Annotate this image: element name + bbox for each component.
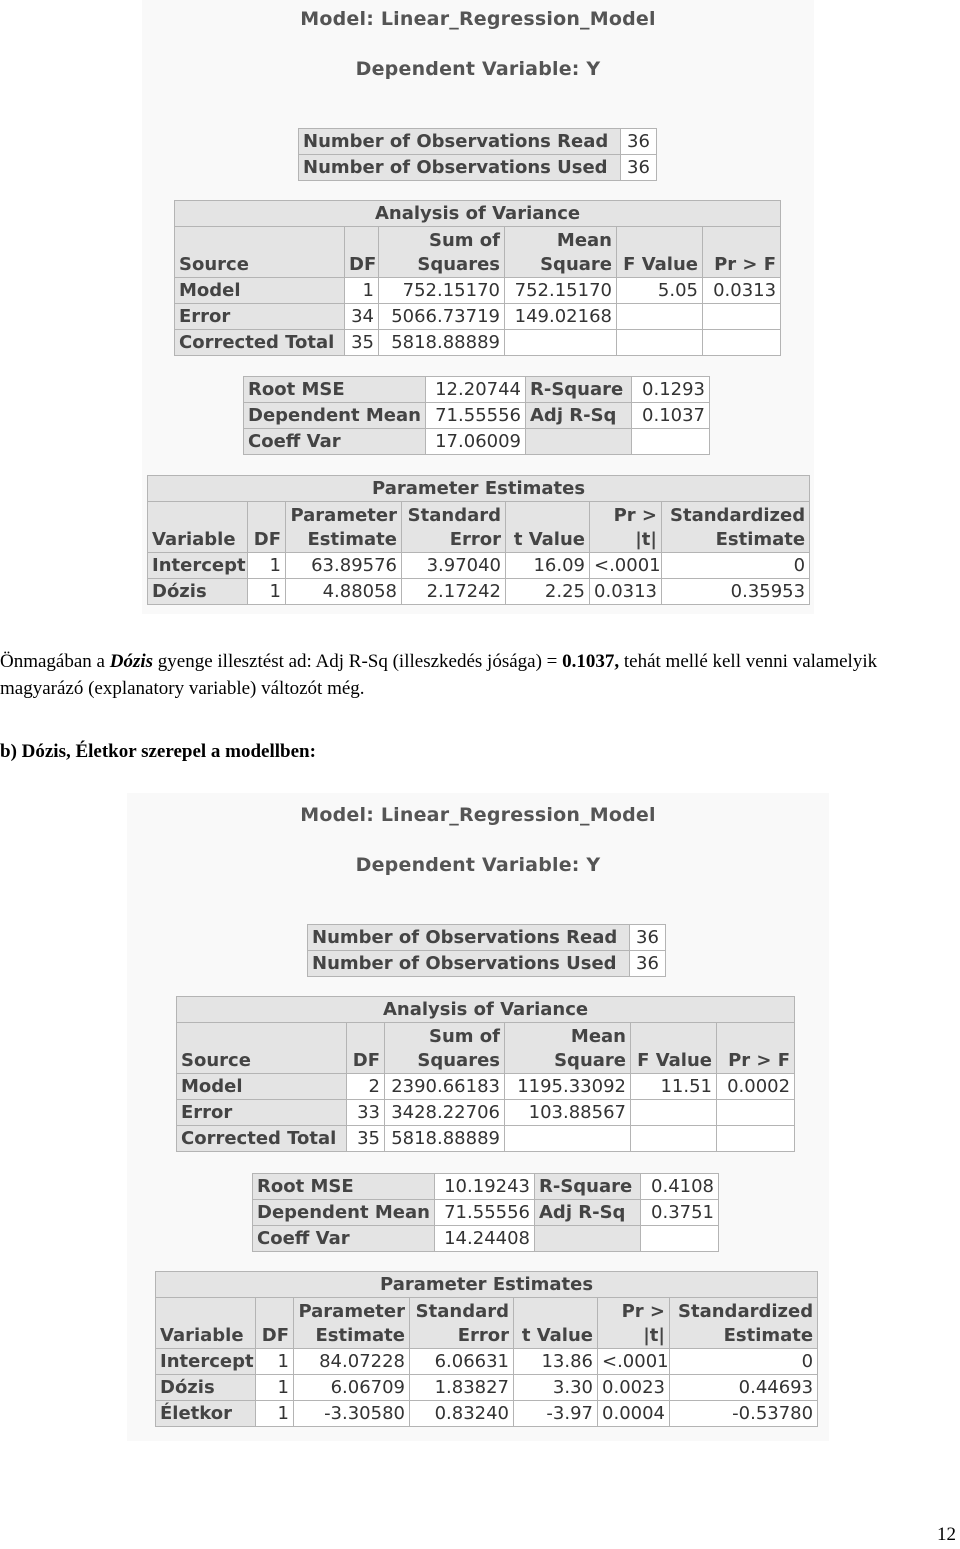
cell: 0 (670, 1349, 818, 1375)
fit-label: Coeff Var (244, 429, 426, 455)
cell: 0.0023 (598, 1375, 670, 1401)
table-row (253, 1226, 719, 1252)
fit-label: Dependent Mean (244, 403, 426, 429)
cell: -0.53780 (670, 1401, 818, 1427)
obs-read-value: 36 (621, 129, 657, 155)
col-header: F Value (617, 227, 703, 278)
fit-label (535, 1226, 641, 1252)
fit-value: 17.06009 (426, 429, 526, 455)
cell: 6.06709 (294, 1375, 410, 1401)
col-header: Source (177, 1023, 347, 1074)
cell: 5.05 (617, 278, 703, 304)
fit-value (641, 1226, 719, 1252)
cell: 63.89576 (286, 553, 402, 579)
col-header: DF (345, 227, 379, 278)
table-row (244, 403, 710, 429)
fit-value: 0.1293 (632, 377, 710, 403)
cell: -3.30580 (294, 1401, 410, 1427)
fit-label: Dependent Mean (253, 1200, 435, 1226)
anova-table (174, 200, 781, 356)
fit-value (632, 429, 710, 455)
cell: 5818.88889 (385, 1126, 505, 1152)
fit-label: Coeff Var (253, 1226, 435, 1252)
text-span: tehát mellé kell venni valamelyik magyarázó (explanatory variable) változót még. (0, 651, 878, 699)
cell: 0.0004 (598, 1401, 670, 1427)
fit-label: R-Square (526, 377, 632, 403)
cell (703, 330, 781, 356)
col-header: Mean Square (505, 227, 617, 278)
obs-used-value: 36 (630, 951, 666, 977)
fit-value: 0.1037 (632, 403, 710, 429)
cell: 2.17242 (402, 579, 506, 605)
col-header: Standard Error (410, 1298, 514, 1349)
cell: 0.44693 (670, 1375, 818, 1401)
cell: 0.0313 (703, 278, 781, 304)
cell (617, 330, 703, 356)
cell: 2390.66183 (385, 1074, 505, 1100)
col-header: Variable (156, 1298, 256, 1349)
params-title: Parameter Estimates (156, 1272, 818, 1298)
table-row (156, 1375, 818, 1401)
sas-output-1 (142, 0, 814, 614)
model-title: Model: Linear_Regression_Model (300, 804, 656, 826)
cell: <.0001 (598, 1349, 670, 1375)
col-header: Sum of Squares (385, 1023, 505, 1074)
col-header: DF (256, 1298, 294, 1349)
table-row (175, 330, 781, 356)
fit-value: 14.24408 (435, 1226, 535, 1252)
table-row (177, 1100, 795, 1126)
col-header: DF (248, 502, 286, 553)
fit-label (526, 429, 632, 455)
cell: 3.30 (514, 1375, 598, 1401)
cell: 3428.22706 (385, 1100, 505, 1126)
col-header: F Value (631, 1023, 717, 1074)
cell: 11.51 (631, 1074, 717, 1100)
col-header: Sum of Squares (379, 227, 505, 278)
table-row (148, 579, 810, 605)
row-label: Életkor (156, 1401, 256, 1427)
col-header: Pr > |t| (598, 1298, 670, 1349)
cell: 35 (345, 330, 379, 356)
cell: 1.83827 (410, 1375, 514, 1401)
dependent-variable-title: Dependent Variable: Y (355, 58, 601, 80)
table-row (308, 951, 666, 977)
obs-read-label: Number of Observations Read (308, 925, 630, 951)
cell (631, 1100, 717, 1126)
cell: 1 (256, 1401, 294, 1427)
cell: 5818.88889 (379, 330, 505, 356)
col-header: Variable (148, 502, 248, 553)
parameter-estimates-table (147, 475, 810, 605)
table-row (299, 155, 657, 181)
col-header: Standard Error (402, 502, 506, 553)
row-label: Corrected Total (177, 1126, 347, 1152)
table-row (244, 429, 710, 455)
explanation-paragraph (0, 648, 960, 702)
dependent-variable-title: Dependent Variable: Y (355, 854, 601, 876)
table-header-row (177, 1023, 795, 1074)
table-row (253, 1200, 719, 1226)
table-row (175, 304, 781, 330)
cell: 4.88058 (286, 579, 402, 605)
table-row (177, 1126, 795, 1152)
cell: 0.0002 (717, 1074, 795, 1100)
cell (717, 1100, 795, 1126)
fit-value: 71.55556 (426, 403, 526, 429)
adj-rsq-value: 0.1037, (562, 651, 620, 672)
cell (505, 330, 617, 356)
col-header: Mean Square (505, 1023, 631, 1074)
cell: 0 (662, 553, 810, 579)
cell: 0.35953 (662, 579, 810, 605)
params-title: Parameter Estimates (148, 476, 810, 502)
row-label: Model (175, 278, 345, 304)
fit-label: Root MSE (253, 1174, 435, 1200)
table-header-row (175, 227, 781, 278)
cell: 6.06631 (410, 1349, 514, 1375)
cell (505, 1126, 631, 1152)
col-header: Parameter Estimate (294, 1298, 410, 1349)
cell: 752.15170 (379, 278, 505, 304)
cell: 84.07228 (294, 1349, 410, 1375)
cell: 1195.33092 (505, 1074, 631, 1100)
cell: 0.0313 (590, 579, 662, 605)
dozis-emphasis: Dózis (109, 651, 154, 672)
observations-table (298, 128, 657, 181)
cell: 2.25 (506, 579, 590, 605)
table-row (177, 1074, 795, 1100)
parameter-estimates-table (155, 1271, 818, 1427)
cell: 1 (248, 579, 286, 605)
col-header: DF (347, 1023, 385, 1074)
sas-output-2 (127, 793, 829, 1441)
fit-statistics-table (252, 1173, 719, 1252)
text-span: Önmagában a (0, 651, 110, 672)
col-header: t Value (506, 502, 590, 553)
cell: 5066.73719 (379, 304, 505, 330)
cell: 1 (248, 553, 286, 579)
cell: 103.88567 (505, 1100, 631, 1126)
col-header: Standardized Estimate (670, 1298, 818, 1349)
col-header: Parameter Estimate (286, 502, 402, 553)
cell (717, 1126, 795, 1152)
col-header: Pr > F (717, 1023, 795, 1074)
fit-label: Adj R-Sq (526, 403, 632, 429)
section-heading-b: b) Dózis, Életkor szerepel a modellben: (0, 741, 316, 762)
cell: 33 (347, 1100, 385, 1126)
table-row (148, 553, 810, 579)
cell: 1 (256, 1375, 294, 1401)
fit-value: 12.20744 (426, 377, 526, 403)
anova-title: Analysis of Variance (175, 201, 781, 227)
cell: 35 (347, 1126, 385, 1152)
fit-value: 10.19243 (435, 1174, 535, 1200)
table-row (156, 1401, 818, 1427)
page-number: 12 (937, 1524, 956, 1545)
obs-used-value: 36 (621, 155, 657, 181)
table-row (308, 925, 666, 951)
fit-value: 71.55556 (435, 1200, 535, 1226)
text-span: gyenge illesztést ad: Adj R-Sq (illeszkedés jósága) = (153, 651, 563, 672)
fit-label: Adj R-Sq (535, 1200, 641, 1226)
table-header-row (156, 1298, 818, 1349)
row-label: Dózis (156, 1375, 256, 1401)
obs-read-label: Number of Observations Read (299, 129, 621, 155)
fit-label: Root MSE (244, 377, 426, 403)
table-header-row (148, 502, 810, 553)
fit-label: R-Square (535, 1174, 641, 1200)
row-label: Intercept (148, 553, 248, 579)
cell: -3.97 (514, 1401, 598, 1427)
cell: <.0001 (590, 553, 662, 579)
table-row (253, 1174, 719, 1200)
row-label: Model (177, 1074, 347, 1100)
row-label: Error (177, 1100, 347, 1126)
cell: 149.02168 (505, 304, 617, 330)
row-label: Error (175, 304, 345, 330)
anova-table (176, 996, 795, 1152)
table-row (244, 377, 710, 403)
cell: 1 (345, 278, 379, 304)
fit-value: 0.3751 (641, 1200, 719, 1226)
col-header: Standardized Estimate (662, 502, 810, 553)
model-title: Model: Linear_Regression_Model (300, 8, 656, 30)
col-header: Source (175, 227, 345, 278)
col-header: Pr > |t| (590, 502, 662, 553)
obs-used-label: Number of Observations Used (308, 951, 630, 977)
row-label: Intercept (156, 1349, 256, 1375)
cell (631, 1126, 717, 1152)
table-row (299, 129, 657, 155)
cell (617, 304, 703, 330)
cell (703, 304, 781, 330)
table-row (156, 1349, 818, 1375)
obs-read-value: 36 (630, 925, 666, 951)
table-row (175, 278, 781, 304)
col-header: t Value (514, 1298, 598, 1349)
cell: 16.09 (506, 553, 590, 579)
obs-used-label: Number of Observations Used (299, 155, 621, 181)
fit-statistics-table (243, 376, 710, 455)
cell: 3.97040 (402, 553, 506, 579)
cell: 13.86 (514, 1349, 598, 1375)
cell: 2 (347, 1074, 385, 1100)
fit-value: 0.4108 (641, 1174, 719, 1200)
cell: 34 (345, 304, 379, 330)
col-header: Pr > F (703, 227, 781, 278)
anova-title: Analysis of Variance (177, 997, 795, 1023)
row-label: Corrected Total (175, 330, 345, 356)
row-label: Dózis (148, 579, 248, 605)
cell: 0.83240 (410, 1401, 514, 1427)
cell: 752.15170 (505, 278, 617, 304)
cell: 1 (256, 1349, 294, 1375)
observations-table (307, 924, 666, 977)
